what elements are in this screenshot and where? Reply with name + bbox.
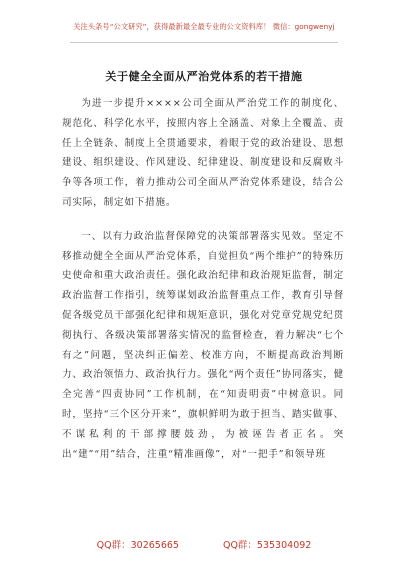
footer-contact <box>0 537 408 551</box>
document-body <box>62 94 344 536</box>
paragraph-intro: 为进一步提升××××公司全面从严治党工作的制度化、规范化、科学化水平，按照内容上全涵盖、对象上全覆盖、责任上全链条、制度上全贯通要求，着眼于党的政治建设、思想建设、组织建设、作风建设、纪律建设、制度建设和反腐败斗争等各项工作，着力推动公司全面从严治党体系建设，结合公司实际，制定如下措施。 <box>62 98 344 208</box>
header-divider <box>70 42 338 43</box>
footer-qq-group-1: QQ群：30265665 <box>96 540 179 551</box>
paragraph-section-1: 一、以有力政治监督保障党的决策部署落实见效。坚定不移推动健全全面从严治党体系，自觉担负“两个维护”的特殊历史使命和重大政治责任。强化政治纪律和政治规矩监督，制定政治监督工作指引，统筹谋划政治监督重点工作，教育引导督促各级党员干部强化纪律和规矩意识，强化对党章党规党纪贯彻执行、各级决策部署落实情况的监督检查，着力解决“七个有之”问题，坚决纠正偏差、校准方向，不断提高政治判断力、政治领悟力、政治执行力。强化“两个责任”协同落实，健全完善“四责协同”工作机制，在“知责明责”中树意识。同时，坚持“三个区分开来”，旗帜鲜明为敢于担当、踏实做事、不谋私利的干部撑腰鼓劲，为被诬告者正名。突出“建”“用”结合，注重“精准画像”，对“一把手”和领导班 <box>62 230 344 460</box>
footer-qq-group-2: QQ群：535304092 <box>222 540 312 551</box>
header-banner: 关注头条号“公文研究”，获得最新最全最专业的公文资料库！ 微信：gongwenyj <box>73 22 335 31</box>
document-title: 关于健全全面从严治党体系的若干措施 <box>105 70 303 83</box>
